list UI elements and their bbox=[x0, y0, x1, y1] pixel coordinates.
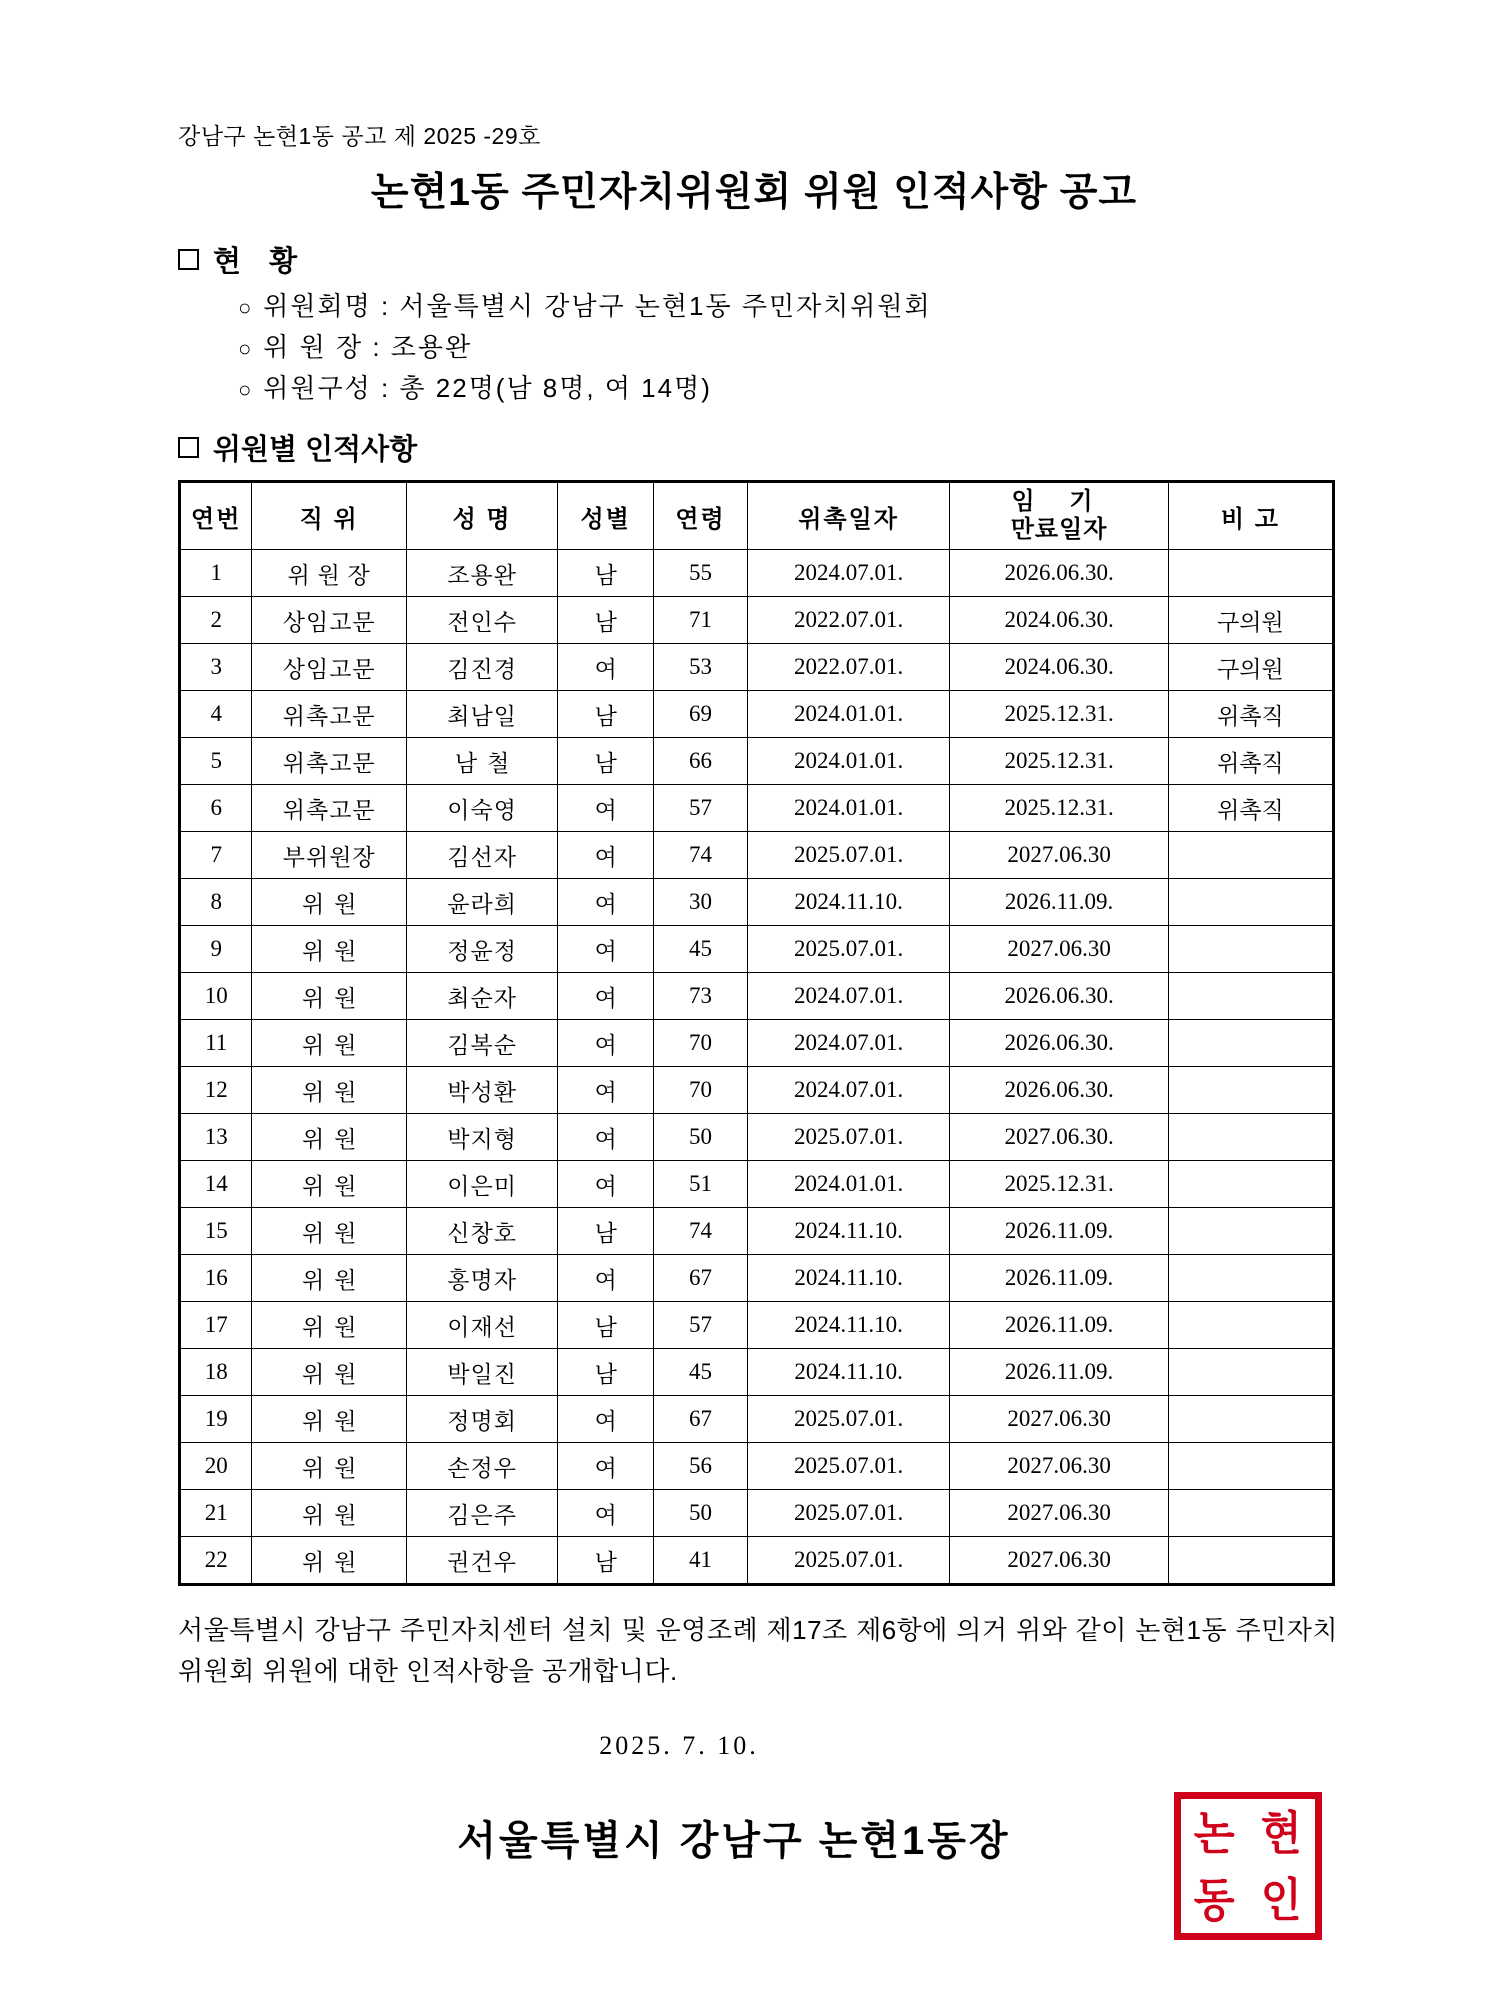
cell-age: 73 bbox=[654, 973, 748, 1020]
cell-name: 홍명자 bbox=[406, 1255, 557, 1302]
table-row bbox=[180, 1067, 1334, 1114]
cell-appointed: 2024.01.01. bbox=[747, 738, 949, 785]
cell-position: 위촉고문 bbox=[252, 691, 407, 738]
cell-term-end: 2025.12.31. bbox=[950, 738, 1168, 785]
cell-position: 위촉고문 bbox=[252, 785, 407, 832]
list-item bbox=[238, 368, 1350, 409]
table-row bbox=[180, 879, 1334, 926]
cell-sex: 여 bbox=[558, 1114, 654, 1161]
cell-note bbox=[1168, 1255, 1333, 1302]
cell-sex: 여 bbox=[558, 1161, 654, 1208]
cell-appointed: 2024.07.01. bbox=[747, 1020, 949, 1067]
cell-term-end: 2027.06.30 bbox=[950, 926, 1168, 973]
cell-appointed: 2024.11.10. bbox=[747, 879, 949, 926]
cell-term-end: 2026.11.09. bbox=[950, 1349, 1168, 1396]
cell-note: 위촉직 bbox=[1168, 785, 1333, 832]
column-header-position: 직 위 bbox=[252, 482, 407, 550]
cell-appointed: 2024.01.01. bbox=[747, 785, 949, 832]
table-row bbox=[180, 1114, 1334, 1161]
cell-note bbox=[1168, 832, 1333, 879]
cell-name: 신창호 bbox=[406, 1208, 557, 1255]
cell-appointed: 2024.07.01. bbox=[747, 1067, 949, 1114]
cell-note: 위촉직 bbox=[1168, 738, 1333, 785]
cell-sex: 남 bbox=[558, 691, 654, 738]
issue-date: 2025. 7. 10. bbox=[599, 1730, 759, 1760]
list-item bbox=[238, 327, 1350, 368]
circle-bullet-icon: ○ bbox=[238, 295, 252, 320]
cell-name: 김복순 bbox=[406, 1020, 557, 1067]
cell-appointed: 2025.07.01. bbox=[747, 1490, 949, 1537]
cell-term-end: 2026.11.09. bbox=[950, 1208, 1168, 1255]
table-row bbox=[180, 1161, 1334, 1208]
cell-position: 위원 bbox=[252, 1161, 407, 1208]
cell-appointed: 2022.07.01. bbox=[747, 644, 949, 691]
cell-note bbox=[1168, 1067, 1333, 1114]
cell-term-end: 2027.06.30 bbox=[950, 1396, 1168, 1443]
table-row bbox=[180, 1537, 1334, 1585]
status-list bbox=[178, 286, 1350, 409]
cell-sex: 여 bbox=[558, 1020, 654, 1067]
status-item-committee-name: 위원회명 : 서울특별시 강남구 논현1동 주민자치위원회 bbox=[263, 291, 932, 321]
cell-note bbox=[1168, 1349, 1333, 1396]
cell-name: 이은미 bbox=[406, 1161, 557, 1208]
cell-no: 18 bbox=[180, 1349, 252, 1396]
column-header-age: 연령 bbox=[654, 482, 748, 550]
cell-name: 최순자 bbox=[406, 973, 557, 1020]
cell-sex: 여 bbox=[558, 1443, 654, 1490]
circle-bullet-icon: ○ bbox=[238, 336, 252, 362]
cell-note bbox=[1168, 926, 1333, 973]
table-header bbox=[180, 482, 1334, 550]
section-heading-status-label: 현 황 bbox=[213, 246, 308, 278]
cell-name: 정명회 bbox=[406, 1396, 557, 1443]
cell-age: 51 bbox=[654, 1161, 748, 1208]
cell-no: 2 bbox=[180, 597, 252, 644]
cell-no: 13 bbox=[180, 1114, 252, 1161]
table-body bbox=[180, 550, 1334, 1585]
cell-age: 53 bbox=[654, 644, 748, 691]
cell-term-end: 2026.11.09. bbox=[950, 1302, 1168, 1349]
cell-position: 부위원장 bbox=[252, 832, 407, 879]
column-header-no: 연번 bbox=[180, 482, 252, 550]
cell-appointed: 2024.01.01. bbox=[747, 1161, 949, 1208]
cell-no: 14 bbox=[180, 1161, 252, 1208]
cell-term-end: 2024.06.30. bbox=[950, 644, 1168, 691]
table-row bbox=[180, 832, 1334, 879]
cell-age: 55 bbox=[654, 550, 748, 597]
cell-sex: 남 bbox=[558, 738, 654, 785]
cell-term-end: 2024.06.30. bbox=[950, 597, 1168, 644]
section-heading-members-label: 위원별 인적사항 bbox=[213, 434, 418, 467]
cell-age: 67 bbox=[654, 1255, 748, 1302]
cell-name: 김은주 bbox=[406, 1490, 557, 1537]
cell-term-end: 2026.11.09. bbox=[950, 1255, 1168, 1302]
cell-sex: 남 bbox=[558, 1302, 654, 1349]
cell-note bbox=[1168, 1161, 1333, 1208]
cell-term-end: 2026.06.30. bbox=[950, 550, 1168, 597]
cell-name: 권건우 bbox=[406, 1537, 557, 1585]
square-bullet-icon bbox=[178, 249, 199, 270]
status-item-composition: 위원구성 : 총 22명(남 8명, 여 14명) bbox=[263, 373, 712, 404]
cell-name: 남철 bbox=[406, 738, 557, 785]
cell-position: 위원 bbox=[252, 1396, 407, 1443]
cell-position: 위원 bbox=[252, 1255, 407, 1302]
cell-no: 15 bbox=[180, 1208, 252, 1255]
official-seal-stamp bbox=[1174, 1792, 1322, 1940]
cell-sex: 여 bbox=[558, 832, 654, 879]
list-item bbox=[238, 286, 1350, 327]
cell-term-end: 2025.12.31. bbox=[950, 691, 1168, 738]
cell-term-end: 2026.11.09. bbox=[950, 879, 1168, 926]
notice-number: 강남구 논현1동 공고 제 2025 -29호 bbox=[178, 123, 541, 149]
cell-position: 위원 bbox=[252, 1208, 407, 1255]
cell-position: 상임고문 bbox=[252, 644, 407, 691]
table-row bbox=[180, 1208, 1334, 1255]
cell-age: 66 bbox=[654, 738, 748, 785]
column-header-sex: 성별 bbox=[558, 482, 654, 550]
cell-note bbox=[1168, 1443, 1333, 1490]
cell-appointed: 2025.07.01. bbox=[747, 1537, 949, 1585]
cell-position: 위원 bbox=[252, 1349, 407, 1396]
seal-char-3: 인 bbox=[1261, 1873, 1302, 1926]
table-row bbox=[180, 1443, 1334, 1490]
cell-note bbox=[1168, 550, 1333, 597]
page-title: 논현1동 주민자치위원회 위원 인적사항 공고 bbox=[370, 171, 1138, 214]
table-row bbox=[180, 973, 1334, 1020]
column-header-term-end-line1: 임 기 bbox=[1011, 487, 1107, 515]
seal-char-1: 현 bbox=[1261, 1806, 1302, 1859]
cell-sex: 여 bbox=[558, 644, 654, 691]
cell-term-end: 2026.06.30. bbox=[950, 1020, 1168, 1067]
cell-note bbox=[1168, 1537, 1333, 1585]
cell-note bbox=[1168, 973, 1333, 1020]
cell-age: 41 bbox=[654, 1537, 748, 1585]
table-row bbox=[180, 738, 1334, 785]
cell-sex: 남 bbox=[558, 1349, 654, 1396]
cell-no: 22 bbox=[180, 1537, 252, 1585]
column-header-appointed: 위촉일자 bbox=[747, 482, 949, 550]
cell-age: 30 bbox=[654, 879, 748, 926]
cell-term-end: 2027.06.30. bbox=[950, 1114, 1168, 1161]
cell-no: 11 bbox=[180, 1020, 252, 1067]
cell-name: 전인수 bbox=[406, 597, 557, 644]
cell-term-end: 2027.06.30 bbox=[950, 832, 1168, 879]
cell-sex: 남 bbox=[558, 550, 654, 597]
cell-appointed: 2025.07.01. bbox=[747, 1114, 949, 1161]
section-heading-members bbox=[178, 427, 1350, 468]
cell-appointed: 2025.07.01. bbox=[747, 832, 949, 879]
status-item-chairperson: 위 원 장 : 조용완 bbox=[263, 332, 473, 363]
cell-no: 17 bbox=[180, 1302, 252, 1349]
cell-position: 위원 bbox=[252, 879, 407, 926]
column-header-term-end-line2: 만료일자 bbox=[1010, 516, 1108, 544]
cell-sex: 여 bbox=[558, 1490, 654, 1537]
cell-no: 7 bbox=[180, 832, 252, 879]
cell-note: 구의원 bbox=[1168, 644, 1333, 691]
table-row bbox=[180, 1302, 1334, 1349]
cell-sex: 여 bbox=[558, 1255, 654, 1302]
cell-age: 56 bbox=[654, 1443, 748, 1490]
cell-appointed: 2024.11.10. bbox=[747, 1208, 949, 1255]
seal-char-2: 동 bbox=[1194, 1873, 1235, 1926]
cell-name: 조용완 bbox=[406, 550, 557, 597]
cell-position: 위촉고문 bbox=[252, 738, 407, 785]
cell-age: 74 bbox=[654, 1208, 748, 1255]
cell-sex: 남 bbox=[558, 597, 654, 644]
cell-age: 74 bbox=[654, 832, 748, 879]
cell-no: 9 bbox=[180, 926, 252, 973]
cell-no: 16 bbox=[180, 1255, 252, 1302]
cell-name: 윤라희 bbox=[406, 879, 557, 926]
cell-term-end: 2026.06.30. bbox=[950, 973, 1168, 1020]
cell-appointed: 2024.07.01. bbox=[747, 550, 949, 597]
cell-name: 박지형 bbox=[406, 1114, 557, 1161]
cell-age: 45 bbox=[654, 926, 748, 973]
cell-no: 1 bbox=[180, 550, 252, 597]
cell-note bbox=[1168, 1020, 1333, 1067]
cell-position: 위원 bbox=[252, 926, 407, 973]
cell-no: 12 bbox=[180, 1067, 252, 1114]
cell-position: 위원 bbox=[252, 1537, 407, 1585]
cell-note bbox=[1168, 1396, 1333, 1443]
table-row bbox=[180, 785, 1334, 832]
table-row bbox=[180, 550, 1334, 597]
cell-sex: 여 bbox=[558, 1067, 654, 1114]
cell-sex: 여 bbox=[558, 785, 654, 832]
cell-note: 구의원 bbox=[1168, 597, 1333, 644]
cell-name: 최남일 bbox=[406, 691, 557, 738]
cell-appointed: 2024.11.10. bbox=[747, 1349, 949, 1396]
cell-position: 위원 bbox=[252, 1114, 407, 1161]
cell-appointed: 2025.07.01. bbox=[747, 926, 949, 973]
table-row bbox=[180, 644, 1334, 691]
cell-sex: 여 bbox=[558, 926, 654, 973]
cell-age: 57 bbox=[654, 1302, 748, 1349]
table-row bbox=[180, 1490, 1334, 1537]
seal-char-0: 논 bbox=[1194, 1806, 1235, 1859]
cell-name: 박일진 bbox=[406, 1349, 557, 1396]
cell-age: 50 bbox=[654, 1490, 748, 1537]
cell-note: 위촉직 bbox=[1168, 691, 1333, 738]
cell-appointed: 2024.07.01. bbox=[747, 973, 949, 1020]
cell-term-end: 2027.06.30 bbox=[950, 1537, 1168, 1585]
column-header-note: 비 고 bbox=[1168, 482, 1333, 550]
cell-no: 6 bbox=[180, 785, 252, 832]
section-heading-status bbox=[178, 239, 1350, 280]
cell-name: 김선자 bbox=[406, 832, 557, 879]
column-header-name: 성 명 bbox=[406, 482, 557, 550]
cell-name: 손정우 bbox=[406, 1443, 557, 1490]
cell-position: 위 원 장 bbox=[252, 550, 407, 597]
cell-term-end: 2027.06.30 bbox=[950, 1490, 1168, 1537]
cell-position: 위원 bbox=[252, 1067, 407, 1114]
cell-name: 김진경 bbox=[406, 644, 557, 691]
cell-no: 20 bbox=[180, 1443, 252, 1490]
cell-name: 정윤정 bbox=[406, 926, 557, 973]
table-row bbox=[180, 1020, 1334, 1067]
table-row bbox=[180, 691, 1334, 738]
cell-age: 71 bbox=[654, 597, 748, 644]
cell-note bbox=[1168, 1490, 1333, 1537]
table-row bbox=[180, 597, 1334, 644]
cell-no: 10 bbox=[180, 973, 252, 1020]
cell-note bbox=[1168, 1114, 1333, 1161]
circle-bullet-icon: ○ bbox=[238, 377, 252, 403]
cell-age: 50 bbox=[654, 1114, 748, 1161]
table-row bbox=[180, 1349, 1334, 1396]
cell-position: 상임고문 bbox=[252, 597, 407, 644]
cell-appointed: 2025.07.01. bbox=[747, 1396, 949, 1443]
cell-sex: 남 bbox=[558, 1537, 654, 1585]
cell-name: 이재선 bbox=[406, 1302, 557, 1349]
cell-position: 위원 bbox=[252, 1302, 407, 1349]
table-row bbox=[180, 1255, 1334, 1302]
cell-no: 8 bbox=[180, 879, 252, 926]
cell-appointed: 2024.01.01. bbox=[747, 691, 949, 738]
cell-appointed: 2025.07.01. bbox=[747, 1443, 949, 1490]
cell-age: 45 bbox=[654, 1349, 748, 1396]
cell-sex: 여 bbox=[558, 879, 654, 926]
cell-term-end: 2025.12.31. bbox=[950, 1161, 1168, 1208]
footer-paragraph: 서울특별시 강남구 주민자치센터 설치 및 운영조례 제17조 제6항에 의거 위와 같이 논현1동 주민자치위원회 위원에 대한 인적사항을 공개합니다. bbox=[178, 1615, 1338, 1686]
cell-appointed: 2024.11.10. bbox=[747, 1302, 949, 1349]
members-table bbox=[178, 480, 1335, 1586]
cell-name: 박성환 bbox=[406, 1067, 557, 1114]
cell-note bbox=[1168, 879, 1333, 926]
table-row bbox=[180, 926, 1334, 973]
table-row bbox=[180, 1396, 1334, 1443]
column-header-term-end bbox=[950, 482, 1168, 550]
cell-position: 위원 bbox=[252, 1020, 407, 1067]
cell-no: 19 bbox=[180, 1396, 252, 1443]
cell-age: 57 bbox=[654, 785, 748, 832]
cell-no: 21 bbox=[180, 1490, 252, 1537]
cell-age: 67 bbox=[654, 1396, 748, 1443]
cell-sex: 여 bbox=[558, 1396, 654, 1443]
cell-sex: 남 bbox=[558, 1208, 654, 1255]
cell-no: 5 bbox=[180, 738, 252, 785]
cell-age: 70 bbox=[654, 1067, 748, 1114]
cell-term-end: 2027.06.30 bbox=[950, 1443, 1168, 1490]
cell-note bbox=[1168, 1302, 1333, 1349]
cell-sex: 여 bbox=[558, 973, 654, 1020]
cell-term-end: 2025.12.31. bbox=[950, 785, 1168, 832]
cell-appointed: 2024.11.10. bbox=[747, 1255, 949, 1302]
cell-no: 4 bbox=[180, 691, 252, 738]
table-header-row bbox=[180, 482, 1334, 550]
cell-term-end: 2026.06.30. bbox=[950, 1067, 1168, 1114]
issuer-name: 서울특별시 강남구 논현1동장 bbox=[457, 1818, 1011, 1863]
cell-position: 위원 bbox=[252, 973, 407, 1020]
cell-note bbox=[1168, 1208, 1333, 1255]
cell-age: 69 bbox=[654, 691, 748, 738]
cell-position: 위원 bbox=[252, 1490, 407, 1537]
cell-appointed: 2022.07.01. bbox=[747, 597, 949, 644]
cell-position: 위원 bbox=[252, 1443, 407, 1490]
cell-name: 이숙영 bbox=[406, 785, 557, 832]
cell-no: 3 bbox=[180, 644, 252, 691]
square-bullet-icon bbox=[178, 437, 199, 458]
cell-age: 70 bbox=[654, 1020, 748, 1067]
